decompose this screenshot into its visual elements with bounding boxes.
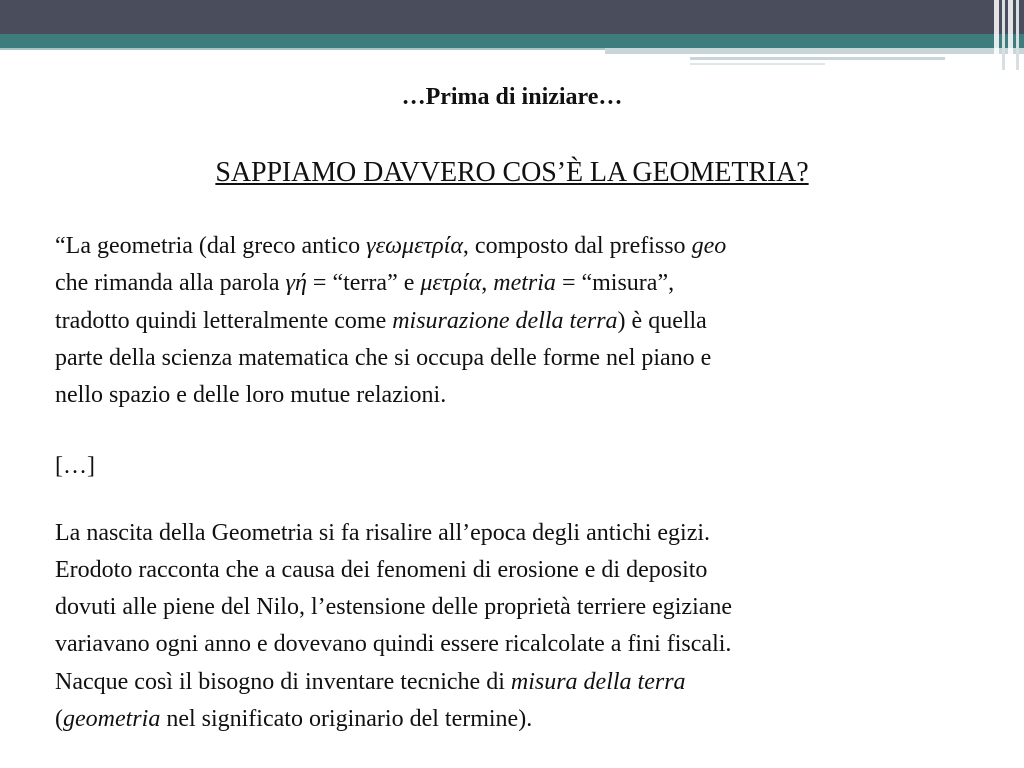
text-run: dovuti alle piene del Nilo, l’estensione delle proprietà terriere egiziane [55, 594, 733, 620]
text-run-italic: misurazione della terra [392, 308, 618, 334]
quote-line [55, 343, 711, 373]
header-teal-band [0, 34, 1024, 48]
header-stripe [1008, 0, 1013, 70]
header-stripe [994, 0, 999, 70]
header-accent-line-2 [690, 63, 825, 65]
text-run: La nascita della Geometria si fa risalire all’epoca degli antichi egizi. [55, 520, 711, 546]
text-run-italic: metria [493, 270, 556, 296]
header-dark-bar [0, 0, 1024, 34]
text-run: Nacque così il bisogno di inventare tecniche di [55, 669, 511, 695]
text-run-italic: geometria [63, 706, 161, 732]
header-thin-line [0, 48, 605, 50]
text-run: “La geometria (dal greco antico [55, 233, 367, 259]
text-run: nel significato originario del termine). [160, 706, 533, 732]
history-line [55, 667, 686, 697]
text-run: nello spazio e delle loro mutue relazioni. [55, 382, 447, 408]
slide-title: SAPPIAMO DAVVERO COS’È LA GEOMETRIA? [215, 157, 809, 188]
text-run: = “terra” e [306, 270, 421, 296]
text-run: tradotto quindi letteralmente come [55, 308, 393, 334]
text-run: che rimanda alla parola [55, 270, 286, 296]
text-run-italic: γεωμετρία [366, 233, 463, 259]
text-run: variavano ogni anno e dovevano quindi essere ricalcolate a fini fiscali. [55, 631, 732, 657]
history-line [55, 592, 732, 622]
text-run: ) è quella [617, 308, 707, 334]
quote-line [55, 306, 707, 336]
text-run: = “misura”, [555, 270, 675, 296]
quote-line [55, 268, 674, 298]
header-accent-line [690, 57, 945, 60]
text-run-italic: γή [285, 270, 307, 296]
text-run-italic: misura della terra [510, 669, 686, 695]
history-line [55, 555, 707, 585]
quote-line [55, 231, 726, 261]
quote-line [55, 380, 446, 410]
text-run: , composto dal prefisso [462, 233, 692, 259]
history-line [55, 629, 731, 659]
history-line [55, 704, 532, 734]
ellipsis: […] [55, 453, 95, 479]
text-run-italic: geo [691, 233, 727, 259]
text-run: parte della scienza matematica che si occupa delle forme nel piano e [55, 345, 712, 371]
slide-pretitle: …Prima di iniziare… [401, 84, 623, 110]
text-run: , [481, 270, 494, 296]
text-run: ( [55, 706, 63, 732]
text-run: Erodoto racconta che a causa dei fenomeni di erosione e di deposito [55, 557, 708, 583]
header-stripe [1002, 0, 1005, 70]
text-run-italic: μετρία [420, 270, 482, 296]
header-light-strip [605, 48, 1024, 54]
history-line [55, 518, 710, 548]
header-stripe [1016, 0, 1019, 70]
